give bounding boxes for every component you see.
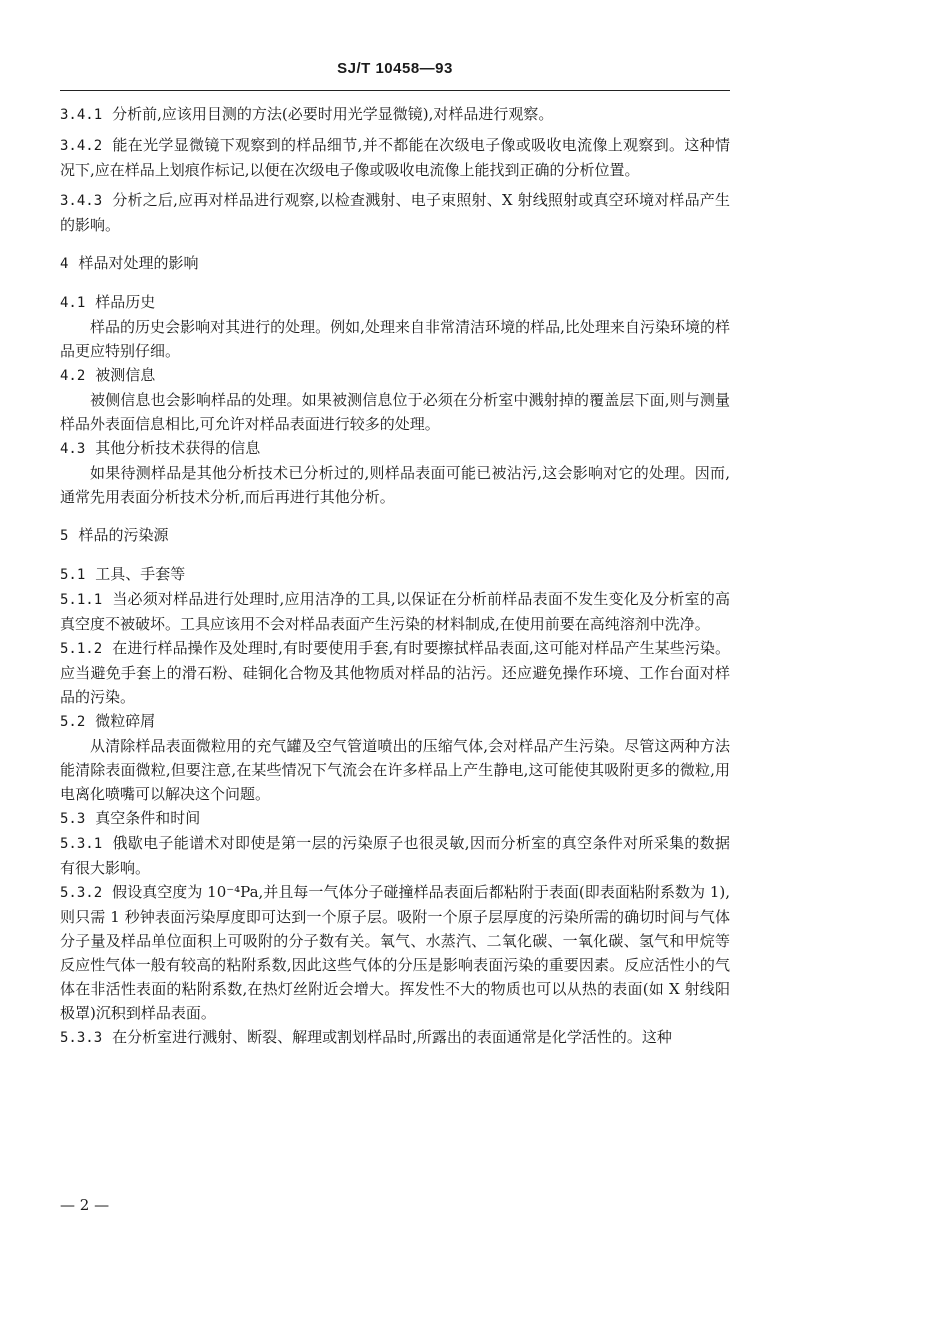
clause-number: 5.3.3 [60,1030,103,1046]
paragraph-4-3: 如果待测样品是其他分析技术已分析过的,则样品表面可能已被沾污,这会影响对它的处理。因而,通常先用表面分析技术分析,而后再进行其他分析。 [60,464,730,506]
section-5-2-heading [60,709,730,734]
section-4-heading [60,251,730,276]
clause-5-3-1 [60,831,730,880]
section-title: 样品对处理的影响 [78,254,199,272]
section-number: 5.2 [60,714,86,730]
clause-text: 能在光学显微镜下观察到的样品细节,并不都能在次级电子像或吸收电流像上观察到。这种情况下,应在样品上划痕作标记,以便在次级电子像或吸收电流像上能找到正确的分析位置。 [60,136,730,179]
clause-text: 俄歇电子能谱术对即使是第一层的污染原子也很灵敏,因而分析室的真空条件对所采集的数据有很大影响。 [60,834,730,877]
clause-text: 当必须对样品进行处理时,应用洁净的工具,以保证在分析前样品表面不发生变化及分析室的高真空度不被破坏。工具应该用不会对样品表面产生污染的材料制成,在使用前要在高纯溶剂中洗净。 [60,590,730,633]
clause-number: 5.1.2 [60,641,103,657]
clause-3-4-2 [60,133,730,182]
section-number: 4.3 [60,441,86,457]
document-body [60,102,730,1050]
section-number: 4 [60,256,69,272]
clause-number: 5.3.2 [60,885,103,901]
section-number: 5 [60,528,69,544]
clause-text: 在分析室进行溅射、断裂、解理或割划样品时,所露出的表面通常是化学活性的。这种 [112,1028,672,1046]
clause-5-1-1 [60,587,730,636]
section-title: 工具、手套等 [95,565,186,583]
document-code-header: SJ/T 10458—93 [337,60,453,77]
page-number: — 2 — [60,1196,110,1214]
section-5-1-heading [60,562,730,587]
clause-5-1-2 [60,636,730,709]
clause-number: 3.4.1 [60,107,103,123]
section-title: 被测信息 [95,366,156,384]
clause-number: 5.3.1 [60,836,103,852]
clause-text: 在进行样品操作及处理时,有时要使用手套,有时要擦拭样品表面,这可能对样品产生某些污染。应当避免手套上的滑石粉、硅铜化合物及其他物质对样品的沾污。还应避免操作环境、工作台面对样品的污染。 [60,639,730,706]
clause-number: 3.4.3 [60,193,103,209]
clause-number: 3.4.2 [60,138,103,154]
paragraph-5-2: 从清除样品表面微粒用的充气罐及空气管道喷出的压缩气体,会对样品产生污染。尽管这两种方法能清除表面微粒,但要注意,在某些情况下气流会在许多样品上产生静电,这可能使其吸附更多的微粒,用电离化喷嘴可以解决这个问题。 [60,737,730,803]
header-rule [60,90,730,91]
section-4-2-heading [60,363,730,388]
section-title: 样品的污染源 [78,526,169,544]
section-title: 其他分析技术获得的信息 [95,439,261,457]
clause-5-3-3 [60,1025,730,1050]
section-title: 样品历史 [95,293,156,311]
section-5-3-heading [60,806,730,831]
paragraph-4-1: 样品的历史会影响对其进行的处理。例如,处理来自非常清洁环境的样品,比处理来自污染环境的样品更应特别仔细。 [60,318,730,360]
section-title: 真空条件和时间 [95,809,201,827]
section-4-1-heading [60,290,730,315]
section-number: 4.2 [60,368,86,384]
clause-3-4-3 [60,188,730,237]
section-5-heading [60,523,730,548]
section-number: 5.3 [60,811,86,827]
paragraph-4-2: 被侧信息也会影响样品的处理。如果被测信息位于必须在分析室中溅射掉的覆盖层下面,则与测量样品外表面信息相比,可允许对样品表面进行较多的处理。 [60,391,730,433]
clause-3-4-1 [60,102,730,127]
clause-text: 分析之后,应再对样品进行观察,以检查溅射、电子束照射、X 射线照射或真空环境对样品产生的影响。 [60,191,730,234]
clause-text: 分析前,应该用目测的方法(必要时用光学显微镜),对样品进行观察。 [112,105,554,123]
clause-number: 5.1.1 [60,592,103,608]
section-4-3-heading [60,436,730,461]
section-number: 4.1 [60,295,86,311]
section-number: 5.1 [60,567,86,583]
clause-5-3-2 [60,880,730,1025]
clause-text: 假设真空度为 10⁻⁴Pa,并且每一气体分子碰撞样品表面后都粘附于表面(即表面粘附系数为 1),则只需 1 秒钟表面污染厚度即可达到一个原子层。吸附一个原子层厚度的污染所需的确切时间与气体分子量及样品单位面积上可吸附的分子数有关。氧气、水蒸汽、二氧化碳、一氧化碳、氢气和甲烷等反应性气体一般有较高的粘附系数,因此这些气体的分压是影响表面污染的重要因素。反应活性小的气体在非活性表面的粘附系数,在热灯丝附近会增大。挥发性不大的物质也可以从热的表面(如 X 射线阳极罩)沉积到样品表面。 [60,883,730,1022]
section-title: 微粒碎屑 [95,712,156,730]
